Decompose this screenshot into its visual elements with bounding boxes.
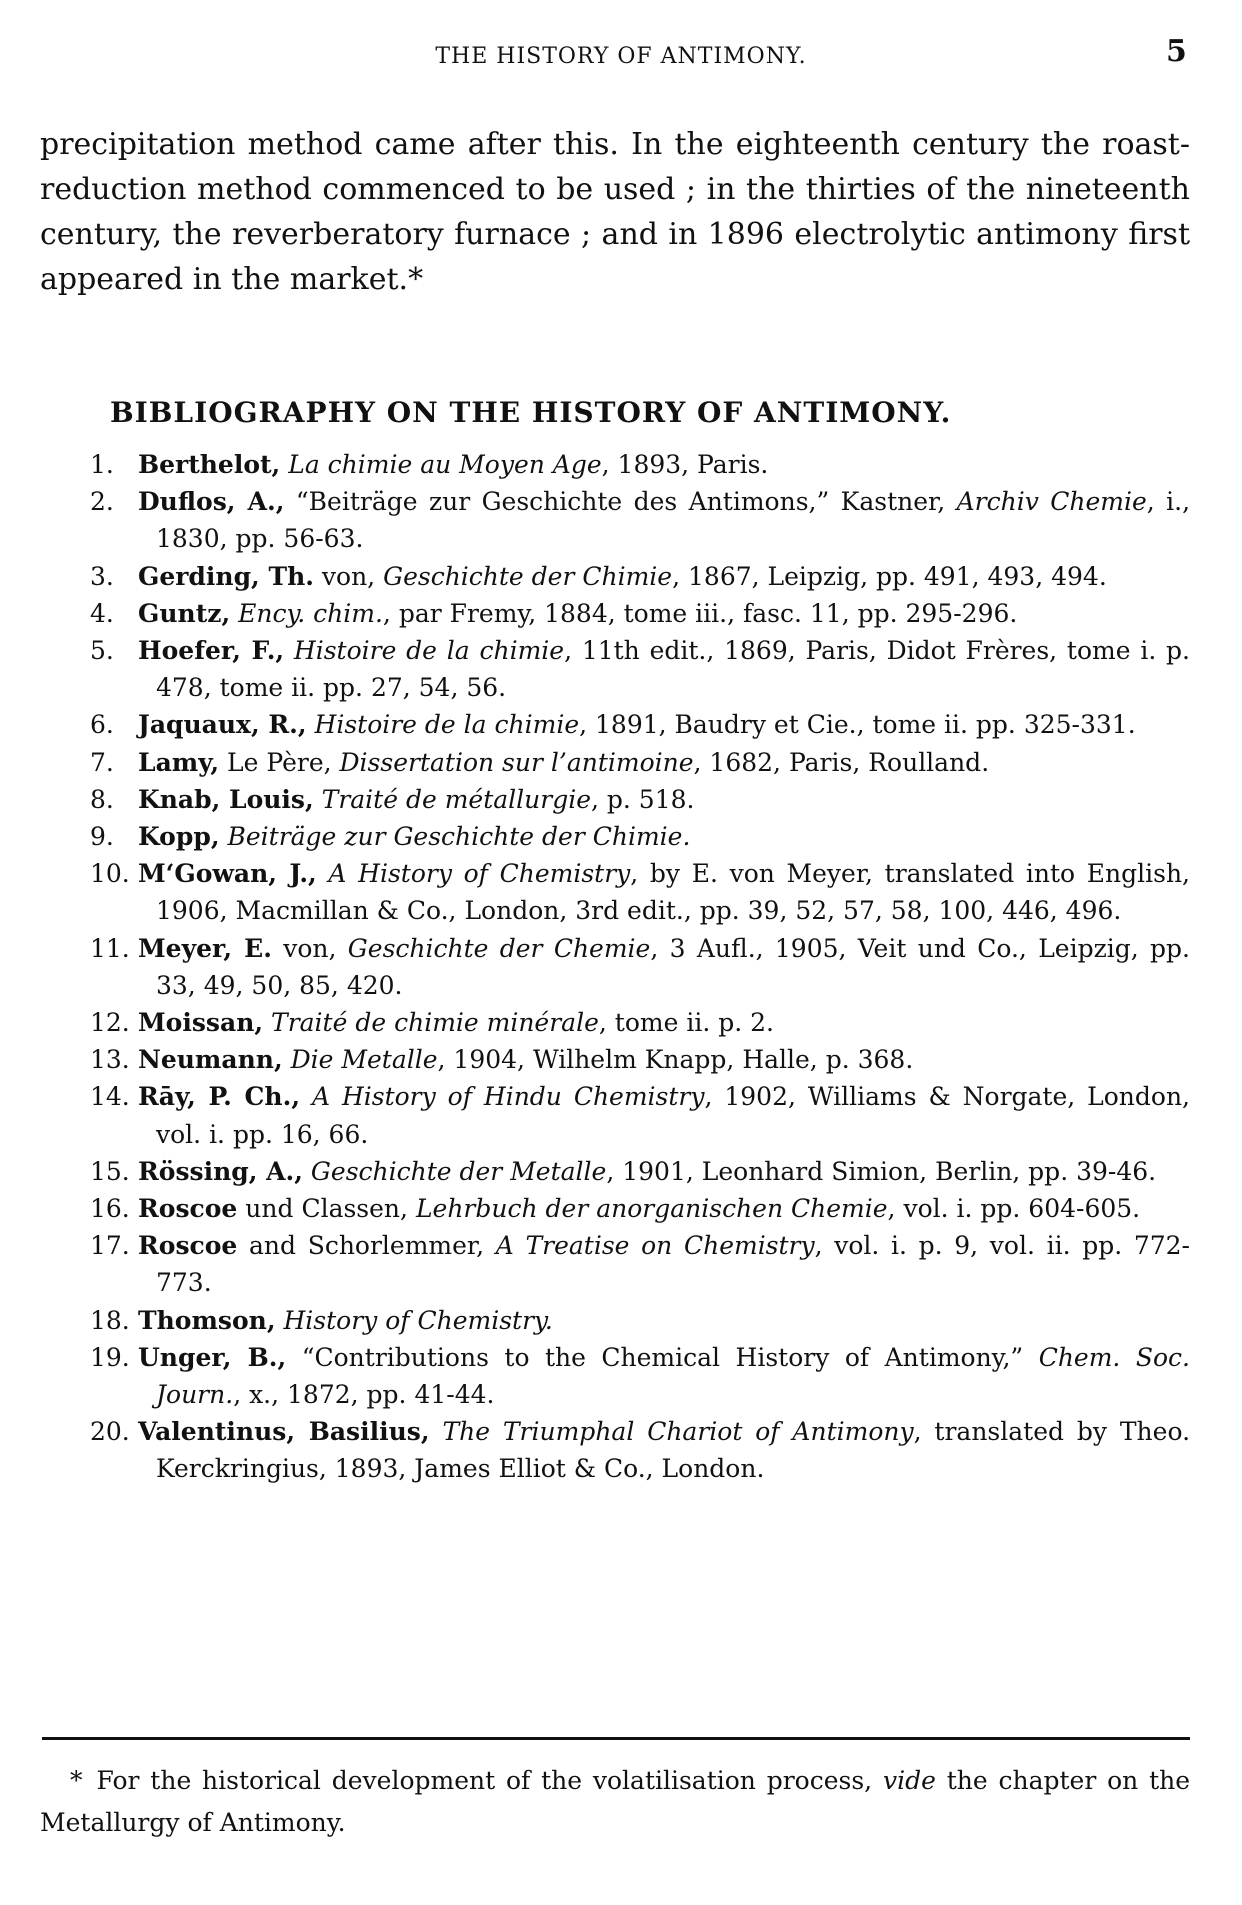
intro-paragraph: precipitation method came after this. In the eighteenth century the roast-reduction method commenced to be used ; in the thirties of the nineteenth century, the reverberatory furnace ; and in 1896 electrolytic antimony first appeared in the market.* [40,127,1190,297]
entry-author: Roscoe [138,1194,238,1224]
entry-details: , 1893, Paris. [601,450,769,479]
bibliography-entry [40,706,1190,743]
entry-number: 18. [90,1305,130,1335]
bibliography-list [40,446,1190,1488]
entry-details: , i., 1830, pp. 56-63. [156,487,1191,554]
bibliography-entry [40,930,1190,1004]
entry-title: A History of Chemistry [328,859,631,889]
entry-details: , 1891, Baudry et Cie., tome ii. pp. 325-331. [579,710,1136,740]
footnote-emphasis: vide [882,1766,936,1795]
entry-title: Die Metalle [290,1045,438,1075]
bibliography-entry [40,558,1190,595]
entry-pre-title: “Beiträge zur Geschichte des Antimons,” Kastner, [295,487,946,517]
entry-author: Rössing, A., [138,1156,303,1186]
entry-pre-title: von, [283,933,337,963]
entry-number: 10. [90,859,130,889]
bibliography-entry [40,855,1190,929]
entry-number: 12. [90,1008,130,1038]
entry-title: A Treatise on Chemistry [495,1231,815,1261]
entry-pre-title: and Schorlemmer, [249,1231,485,1261]
bibliography-entry [40,1227,1190,1301]
entry-author: M‘Gowan, J., [138,859,317,889]
entry-details: , 11th edit., 1869, Paris, Didot Frères, tome i. p. 478, tome ii. pp. 27, 54, 56. [156,636,1191,703]
entry-title: Ency. chim. [238,598,383,628]
entry-title: Traité de chimie minérale [271,1008,599,1038]
entry-pre-title: “Contributions to the Chemical History of Antimony,” [301,1342,1024,1372]
bibliography-entry [40,446,1190,483]
entry-pre-title: und Classen, [245,1194,408,1224]
entry-number: 3. [90,561,114,591]
bibliography-entry [40,744,1190,781]
bibliography-entry [40,1413,1190,1487]
entry-number: 13. [90,1045,130,1075]
entry-author: Hoefer, F., [138,636,285,666]
bibliography-entry [40,1004,1190,1041]
entry-author: Knab, Louis, [138,784,314,814]
entry-number: 7. [90,747,114,777]
entry-details: , vol. i. p. 9, vol. ii. pp. 772-773. [156,1231,1190,1298]
entry-number: 15. [90,1156,130,1186]
entry-title: Histoire de la chimie [314,710,580,740]
entry-title: A History of Hindu Chemistry [311,1082,705,1112]
entry-number: 8. [90,784,114,814]
entry-title: Beiträge zur Geschichte der Chimie. [227,822,691,852]
entry-title: La chimie au Moyen Age [288,450,602,479]
entry-number: 20. [90,1417,130,1447]
entry-details: , vol. i. pp. 604-605. [887,1194,1141,1224]
entry-title: Lehrbuch der anorganischen Chemie [415,1194,888,1224]
entry-number: 9. [90,822,114,852]
entry-details: , 3 Aufl., 1905, Veit und Co., Leipzig, pp. 33, 49, 50, 85, 420. [156,933,1190,1000]
entry-title: Chem. Soc. Journ. [156,1342,1190,1410]
entry-details: , par Fremy, 1884, tome iii., fasc. 11, pp. 295-296. [382,598,1018,628]
entry-details: , 1904, Wilhelm Knapp, Halle, p. 368. [437,1045,914,1075]
bibliography-entry [40,483,1190,557]
bibliography-entry [40,1302,1190,1339]
entry-title: Geschichte der Chemie [347,933,651,963]
entry-author: Berthelot, [138,450,281,479]
entry-author: Gerding, Th. [138,561,314,591]
entry-number: 1. [90,450,114,479]
entry-author: Duflos, A., [138,487,285,517]
entry-number: 11. [90,933,130,963]
entry-author: Meyer, E. [138,933,272,963]
entry-details: , 1867, Leipzig, pp. 491, 493, 494. [672,561,1107,591]
bibliography-entry [40,818,1190,855]
entry-author: Valentinus, Basilius, [138,1417,430,1447]
footnote-divider [42,1737,1190,1740]
entry-title: Geschichte der Metalle [310,1156,607,1186]
entry-number: 5. [90,636,114,666]
entry-number: 14. [90,1082,130,1112]
entry-details: , 1901, Leonhard Simion, Berlin, pp. 39-46. [606,1156,1157,1186]
entry-number: 2. [90,487,114,517]
entry-details: , translated by Theo. Kerckringius, 1893, James Elliot & Co., London. [156,1417,1191,1484]
bibliography-entry [40,1078,1190,1152]
entry-details: , 1902, Williams & Norgate, London, vol. i. pp. 16, 66. [156,1082,1190,1149]
page-number: 5 [1166,34,1187,69]
entry-number: 6. [90,710,114,740]
entry-title: Traité de métallurgie [321,784,592,814]
entry-pre-title: Le Père, [227,747,332,777]
entry-author: Rāy, P. Ch., [138,1082,301,1112]
bibliography-entry [40,632,1190,706]
bibliography-entry [40,1153,1190,1190]
entry-number: 16. [90,1194,130,1224]
entry-author: Neumann, [138,1045,283,1075]
entry-number: 19. [90,1342,130,1372]
entry-author: Thomson, [138,1305,276,1335]
entry-author: Jaquaux, R., [138,710,307,740]
entry-title: The Triumphal Chariot of Antimony [442,1417,914,1447]
entry-pre-title: von, [321,561,376,591]
entry-author: Roscoe [138,1231,238,1261]
entry-author: Unger, B., [138,1342,287,1372]
footnote [40,1760,1190,1844]
entry-title: History of Chemistry. [283,1305,553,1335]
bibliography-entry [40,595,1190,632]
entry-details: , x., 1872, pp. 41-44. [233,1380,495,1410]
entry-author: Kopp, [138,822,220,852]
bibliography-entry [40,1190,1190,1227]
entry-author: Moissan, [138,1008,264,1038]
bibliography-entry [40,781,1190,818]
bibliography-entry [40,1041,1190,1078]
footnote-mark: * [70,1766,83,1795]
footnote-text-before: For the historical development of the volatilisation process, [96,1766,873,1795]
entry-details: , p. 518. [591,784,695,814]
entry-author: Lamy, [138,747,220,777]
entry-title: Histoire de la chimie [293,636,565,666]
bibliography-entry [40,1339,1190,1413]
entry-details: , 1682, Paris, Roulland. [693,747,990,777]
entry-title: Dissertation sur l’antimoine [339,747,694,777]
bibliography-heading: BIBLIOGRAPHY ON THE HISTORY OF ANTIMONY. [110,396,952,429]
entry-title: Geschichte der Chimie [383,561,673,591]
entry-details: , by E. von Meyer, translated into English, 1906, Macmillan & Co., London, 3rd edit., pp. 39, 52, 57, 58, 100, 446, 496. [156,859,1190,926]
entry-number: 4. [90,598,114,628]
footnote-text-after: the chapter on the Metallurgy of Antimony. [40,1766,1191,1837]
entry-details: , tome ii. p. 2. [598,1008,774,1038]
entry-author: Guntz, [138,598,231,628]
entry-title: Archiv Chemie [956,487,1147,517]
running-title: THE HISTORY OF ANTIMONY. [435,44,807,69]
entry-number: 17. [90,1231,130,1261]
